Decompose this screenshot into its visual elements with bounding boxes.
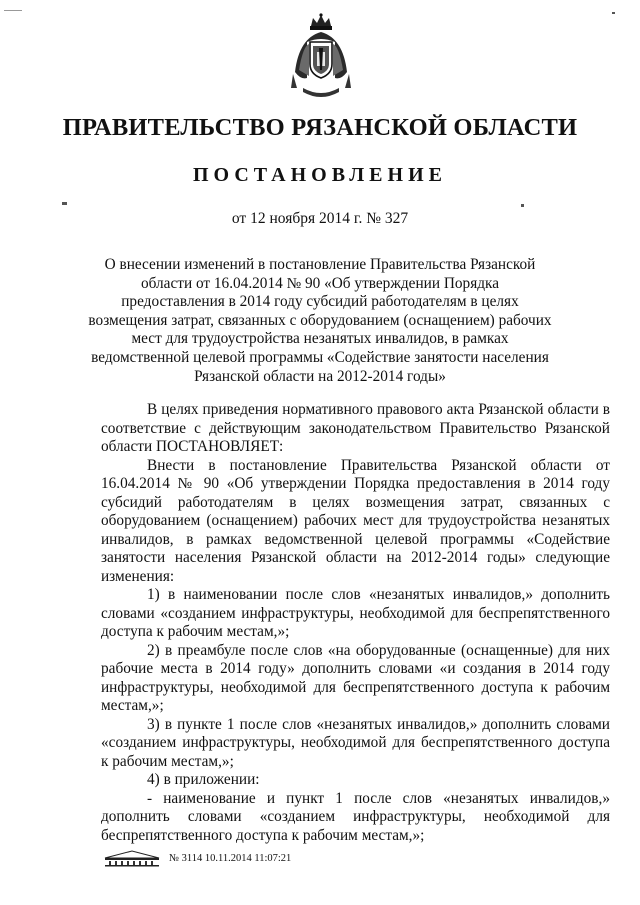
paragraph-preamble: В целях приведения нормативного правового акта Рязанской области в соответствие с действующим законодательством Правительство Рязанской области ПОСТАНОВЛЯЕТ: — [101, 401, 610, 455]
document-subject: О внесении изменений в постановление Правительства Рязанской области от 16.04.2014 № 90 «Об утверждении Порядка предоставления в 2014 году субсидий работодателям в целях возмещения затрат, связанных с оборудованием (оснащением) рабочих мест для трудоустройства незанятых инвалидов, в рамках ведомственной целевой программы «Содействие занятости населения Рязанской области на 2012-2014 годы» — [88, 256, 552, 385]
document-type: ПОСТАНОВЛЕНИЕ — [193, 164, 447, 186]
paragraph-item-2: 2) в преамбуле после слов «на оборудованные (оснащенные) для них рабочие места в 2014 году» дополнить словами «и создания в 2014 году инфраструктуры, необходимой для беспрепятственного доступа к рабочим местам,»; — [101, 641, 610, 714]
government-title: ПРАВИТЕЛЬСТВО РЯЗАНСКОЙ ОБЛАСТИ — [62, 114, 578, 141]
registration-footer — [103, 849, 403, 869]
paragraph-item-4-sub: - наименование и пункт 1 после слов «незанятых инвалидов,» дополнить словами «созданием инфраструктуры, необходимой для беспрепятственного доступа к рабочим местам,»; — [101, 789, 610, 844]
registration-number: № 3114 10.11.2014 11:07:21 — [169, 853, 292, 864]
coat-of-arms-icon — [289, 12, 353, 108]
paragraph-item-1: 1) в наименовании после слов «незанятых инвалидов,» дополнить словами «созданием инфраструктуры, необходимой для беспрепятственного доступа к рабочим местам,»; — [101, 586, 610, 640]
building-stamp-icon — [103, 850, 161, 868]
scan-speck — [521, 204, 524, 207]
document-body — [101, 401, 610, 845]
scan-speck — [4, 10, 22, 11]
paragraph-decision: Внести в постановление Правительства Рязанской области от 16.04.2014 № 90 «Об утверждении Порядка предоставления в 2014 году субсидий работодателям в целях возмещения затрат, связанных с оборудованием (оснащением) рабочих мест для трудоустройства незанятых инвалидов, в рамках ведомственной целевой программы «Содействие занятости населения Рязанской области на 2012-2014 годы» следующие изменения: — [101, 456, 610, 585]
scan-speck — [62, 202, 67, 205]
paragraph-item-3: 3) в пункте 1 после слов «незанятых инвалидов,» дополнить словами «созданием инфраструктуры, необходимой для беспрепятственного доступа к рабочим местам,»; — [101, 715, 610, 770]
date-number: от 12 ноября 2014 г. № 327 — [231, 210, 409, 227]
scan-speck — [612, 12, 615, 14]
paragraph-item-4: 4) в приложении: — [147, 771, 260, 788]
